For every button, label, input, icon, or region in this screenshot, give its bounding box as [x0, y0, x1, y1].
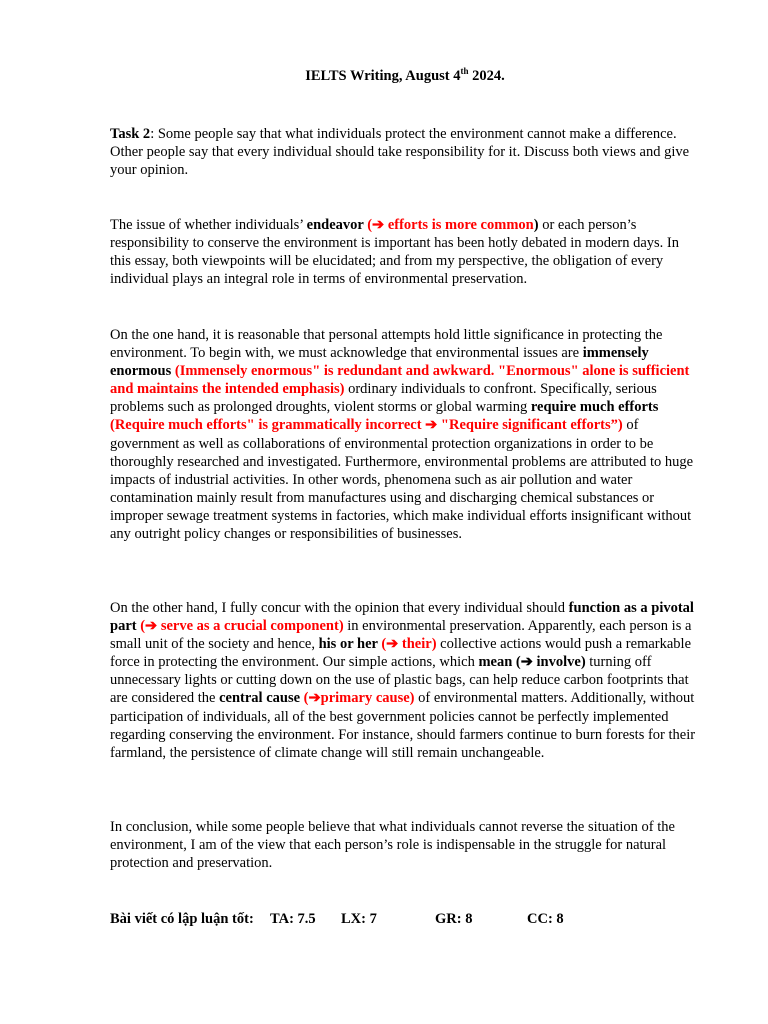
- title-superscript: th: [460, 66, 469, 76]
- score-cc: CC: 8: [527, 911, 564, 927]
- task-text: : Some people say that what individuals protect the environment cannot make a difference. Other people say that every individual should take responsibility for it. Discuss both views and give your opinion.: [110, 126, 690, 179]
- body2-bold-4: central cause: [219, 690, 301, 707]
- body2-text-3: collective actions would push a remarkable force in protecting the environment. Our simple actions, which: [110, 636, 692, 671]
- title-tail: 2024.: [468, 68, 505, 84]
- intro-paragraph: [110, 216, 700, 288]
- score-ta: TA: 7.5: [270, 911, 316, 927]
- body2-correction-4: (➔primary cause): [300, 690, 415, 707]
- body1-text-2: ordinary individuals to confront. Specifically, serious problems such as prolonged droughts, violent storms or global warming: [110, 381, 657, 416]
- task-label: Task 2: [110, 126, 151, 142]
- body2-bold-1: function as a pivotal part: [110, 600, 694, 635]
- body1-bold-1: immensely enormous: [110, 345, 649, 380]
- intro-text-2: or each person’s responsibility to conserve the environment is important has been hotly debated in modern days. In this essay, both viewpoints will be elucidated; and from my perspective, the obligation of every individual plays an integral role in terms of environmental preservation.: [110, 217, 679, 288]
- task-prompt: [110, 125, 700, 179]
- body1-text-3: of government as well as collaborations of environmental protection organizations in order to be thoroughly researched and investigated. Furthermore, environmental problems are attributed to huge impacts of industrial activities. In other words, phenomena such as air pollution and water contamination mainly result from manufactures using and discharging chemical substances or improper sewage treatment systems in factories, which make individual efforts insignificant without any outright policy changes or responsibilities of businesses.: [110, 417, 694, 543]
- conclusion-paragraph: [110, 818, 700, 872]
- body1-text-1: On the one hand, it is reasonable that personal attempts hold little significance in protecting the environment. To begin with, we must acknowledge that environmental issues are: [110, 327, 663, 362]
- conclusion-text: In conclusion, while some people believe that what individuals cannot reverse the situation of the environment, I am of the view that each person’s role is indispensable in the struggle for natural protection and preservation.: [110, 819, 675, 872]
- body1-correction-2: (Require much efforts" is grammatically incorrect ➔ "Require significant efforts”): [110, 417, 623, 434]
- body2-text-4: turning off unnecessary lights or cutting down on the use of plastic bags, can help reduce carbon footprints that are considered the: [110, 654, 689, 707]
- score-gr: GR: 8: [435, 911, 473, 927]
- body-paragraph-2: [110, 599, 700, 762]
- body2-correction-1: (➔ serve as a crucial component): [136, 618, 344, 635]
- intro-bold-1: endeavor: [306, 217, 364, 233]
- body2-text-1: On the other hand, I fully concur with the opinion that every individual should: [110, 600, 569, 616]
- title-text: IELTS Writing, August 4: [305, 68, 461, 84]
- body1-bold-2: require much efforts: [530, 399, 659, 416]
- body2-bold-2: his or her: [318, 636, 378, 653]
- document-title: [110, 67, 700, 85]
- score-label: Bài viết có lập luận tốt:: [110, 911, 254, 927]
- body1-correction-1: (Immensely enormous" is redundant and awkward. "Enormous" alone is sufficient and maintains the intended emphasis): [110, 363, 690, 398]
- body2-text-5: of environmental matters. Additionally, without participation of individuals, all of the best government policies cannot be perfectly implemented regarding conserving the environment. For instance, should farmers continue to burn forests for their farmland, the persistence of climate change will still remain unchangeable.: [110, 690, 696, 761]
- body2-text-2: in environmental preservation. Apparently, each person is a small unit of the society and hence,: [110, 618, 692, 653]
- body2-bold-3: mean (➔ involve): [478, 654, 586, 671]
- score-line: [110, 910, 564, 928]
- score-lx: LX: 7: [341, 911, 377, 927]
- intro-bold-2: ): [533, 217, 539, 233]
- intro-text-1: The issue of whether individuals’: [110, 217, 307, 233]
- body-paragraph-1: [110, 326, 700, 543]
- body2-correction-2: (➔ their): [377, 636, 437, 653]
- intro-correction-1: (➔ efforts is more common: [363, 217, 534, 233]
